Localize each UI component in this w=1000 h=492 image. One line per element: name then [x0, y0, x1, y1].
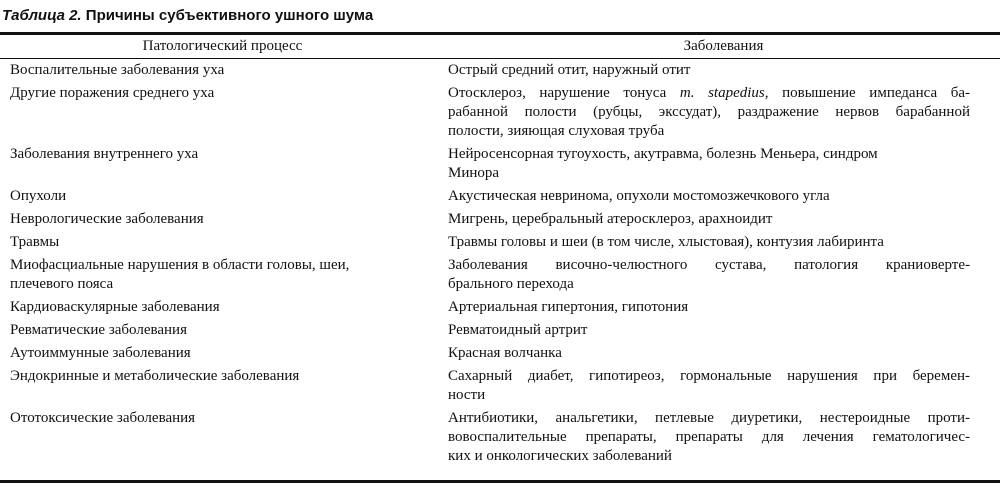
header-diseases: Заболевания — [683, 38, 764, 54]
process-text: Опухоли — [10, 188, 67, 204]
diseases-text: Артериальная гипертония, гипотония — [448, 299, 689, 315]
header-rule — [0, 58, 1000, 59]
diseases-text: Акустическая невринома, опухоли мостомозжечкового угла — [448, 188, 830, 204]
process-text: Травмы — [10, 234, 60, 250]
table-row — [0, 321, 1000, 340]
diseases-text: ности — [448, 387, 486, 403]
process-text: Кардиоваскулярные заболевания — [10, 299, 220, 315]
diseases-cell — [448, 256, 970, 294]
process-text: Заболевания внутреннего уха — [10, 146, 199, 162]
diseases-cell — [448, 321, 970, 340]
diseases-text: рабанной полости (рубцы, экссудат), раздражение нервов барабанной — [448, 104, 970, 120]
process-cell — [0, 298, 436, 317]
table-row — [0, 84, 1000, 141]
process-cell — [0, 210, 436, 229]
table-bottom-rule — [0, 480, 1000, 483]
process-text: Неврологические заболевания — [10, 211, 204, 227]
diseases-text-part: Отосклероз, нарушение тонуса — [448, 85, 680, 101]
diseases-text: Нейросенсорная тугоухость, акутравма, болезнь Меньера, синдром — [448, 146, 878, 162]
process-cell — [0, 84, 436, 141]
diseases-text: Травмы головы и шеи (в том числе, хлыстовая), контузия лабиринта — [448, 234, 884, 250]
table-header-row — [0, 36, 1000, 56]
table-row — [0, 256, 1000, 294]
process-cell — [0, 61, 436, 80]
diseases-cell — [448, 367, 970, 405]
table-row — [0, 344, 1000, 363]
process-text: Миофасциальные нарушения в области головы, шеи, — [10, 257, 350, 273]
diseases-text: вовоспалительные препараты, препараты для лечения гематологичес- — [448, 429, 970, 445]
diseases-cell — [448, 210, 970, 229]
diseases-text: Мигрень, церебральный атеросклероз, арахноидит — [448, 211, 773, 227]
diseases-text — [448, 84, 970, 103]
table-row — [0, 409, 1000, 466]
process-text: Другие поражения среднего уха — [10, 85, 215, 101]
table-row — [0, 145, 1000, 183]
diseases-text: Острый средний отит, наружный отит — [448, 62, 691, 78]
process-cell — [0, 256, 436, 294]
table-row — [0, 233, 1000, 252]
process-cell — [0, 409, 436, 466]
process-cell — [0, 321, 436, 340]
process-cell — [0, 233, 436, 252]
process-cell — [0, 344, 436, 363]
caption-label: Таблица 2. — [2, 7, 82, 24]
table-top-rule — [0, 32, 1000, 35]
diseases-text: Ревматоидный артрит — [448, 322, 588, 338]
process-text: Эндокринные и метаболические заболевания — [10, 368, 300, 384]
caption-title: Причины субъективного ушного шума — [85, 7, 374, 24]
diseases-cell — [448, 145, 970, 183]
table-caption — [2, 7, 373, 25]
diseases-cell — [448, 84, 970, 141]
diseases-text: Сахарный диабет, гипотиреоз, гормональные нарушения при беремен- — [448, 368, 970, 384]
process-cell — [0, 367, 436, 405]
process-text: Воспалительные заболевания уха — [10, 62, 225, 78]
table-row — [0, 187, 1000, 206]
process-text: плечевого пояса — [10, 276, 114, 292]
diseases-cell — [448, 233, 970, 252]
table-row — [0, 298, 1000, 317]
diseases-cell — [448, 61, 970, 80]
process-cell — [0, 187, 436, 206]
process-text: Ототоксические заболевания — [10, 410, 196, 426]
process-cell — [0, 145, 436, 183]
process-text: Ревматические заболевания — [10, 322, 187, 338]
diseases-text: Антибиотики, анальгетики, петлевые диуретики, нестероидные проти- — [448, 410, 970, 426]
diseases-text-part: , повышение импеданса ба- — [764, 85, 970, 101]
diseases-text: Красная волчанка — [448, 345, 562, 361]
diseases-text: Минора — [448, 165, 500, 181]
diseases-text: ких и онкологических заболеваний — [448, 448, 672, 464]
diseases-text: полости, зияющая слуховая труба — [448, 123, 665, 139]
diseases-cell — [448, 298, 970, 317]
diseases-text-italic: m. stapedius — [679, 85, 765, 101]
table-row — [0, 61, 1000, 80]
table-body — [0, 61, 1000, 470]
diseases-text: Заболевания височно-челюстного сустава, патология краниоверте- — [448, 257, 970, 273]
table-row — [0, 367, 1000, 405]
table-row — [0, 210, 1000, 229]
diseases-cell — [448, 409, 970, 466]
process-text: Аутоиммунные заболевания — [10, 345, 191, 361]
diseases-cell — [448, 344, 970, 363]
header-process: Патологический процесс — [142, 38, 303, 54]
diseases-text: брального перехода — [448, 276, 574, 292]
diseases-cell — [448, 187, 970, 206]
